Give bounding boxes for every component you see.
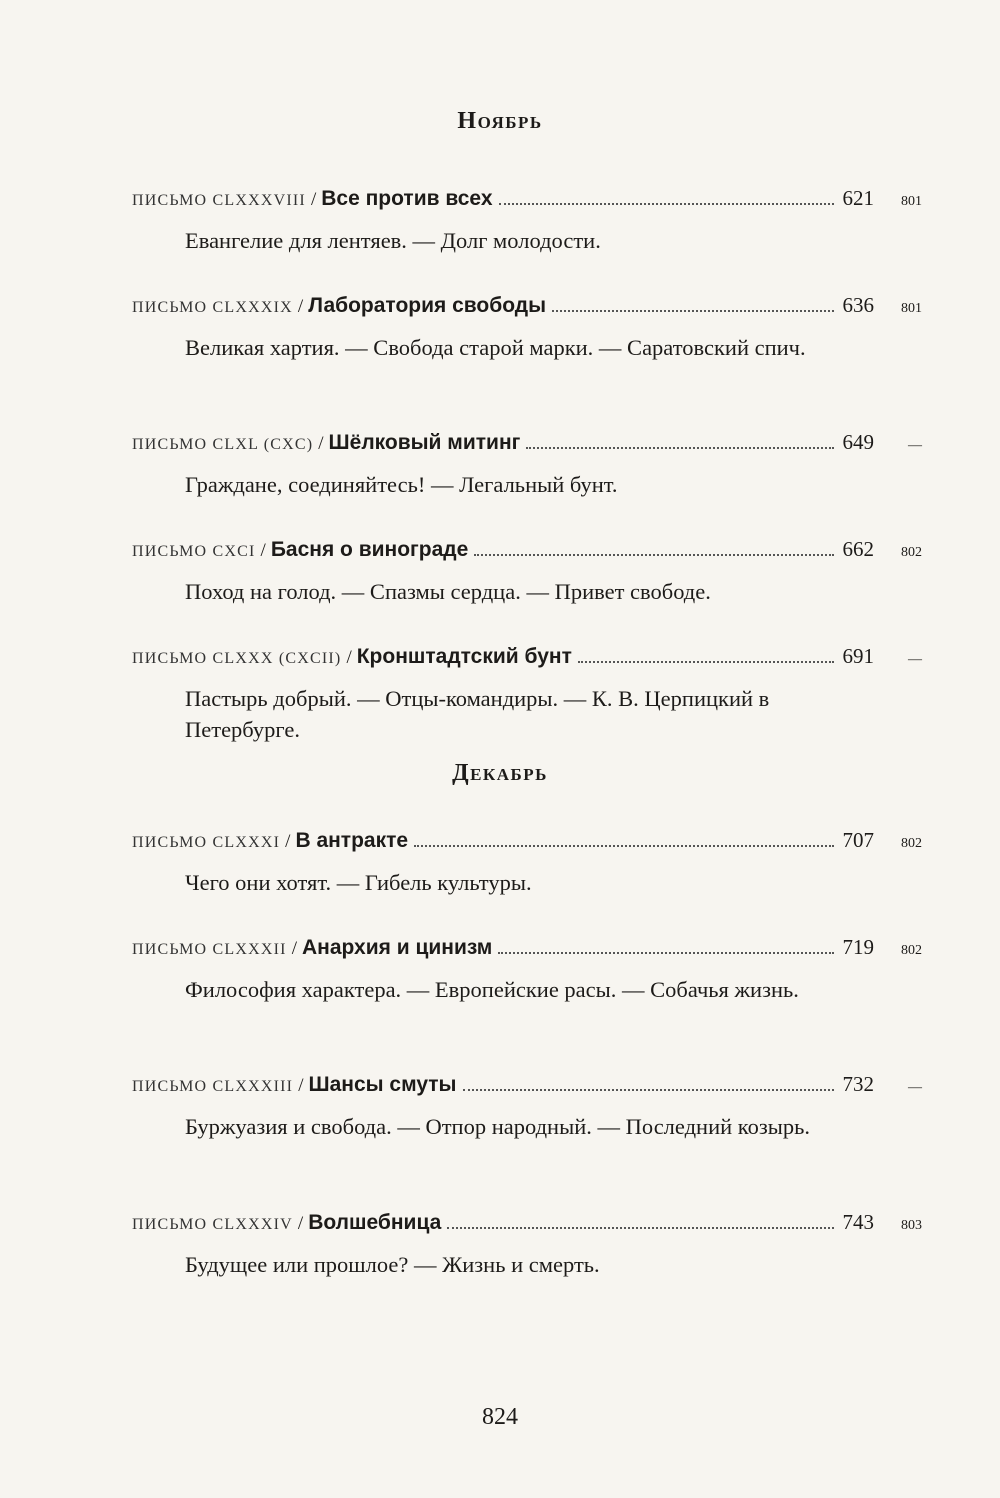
letter-number: ПИСЬМО CLXXXII [132, 941, 287, 958]
note-page-number: 801 [901, 194, 922, 209]
dot-leader [414, 844, 834, 847]
page-number: 719 [842, 935, 874, 959]
page-number: 743 [842, 1210, 874, 1234]
dot-leader [498, 951, 834, 954]
letter-summary: Великая хартия. — Свобода старой марки. — Саратовский спич. [185, 335, 806, 360]
dot-leader [499, 202, 834, 205]
letter-number: ПИСЬМО CLXXXIV [132, 1216, 293, 1233]
letter-number: ПИСЬМО CLXXXIX [132, 299, 293, 316]
letter-number: ПИСЬМО CLXXXI [132, 834, 281, 851]
dot-leader [552, 309, 834, 312]
note-page-number: 802 [901, 545, 922, 560]
toc-entry [132, 1210, 922, 1280]
letter-summary: Евангелие для лентяев. — Долг молодости. [185, 228, 601, 253]
toc-entry [132, 186, 922, 256]
dot-leader [474, 553, 834, 556]
toc-entry-heading [132, 1072, 922, 1097]
page-number: 662 [842, 537, 874, 561]
toc-entry [132, 828, 922, 898]
letter-number: ПИСЬМО CLXXXIII [132, 1078, 294, 1095]
toc-entry [132, 537, 922, 607]
note-page-number: 801 [901, 301, 922, 316]
separator-slash: / [310, 189, 317, 210]
dot-leader [526, 446, 834, 449]
letter-title: Кронштадтский бунт [356, 645, 572, 668]
letter-title: Волшебница [308, 1211, 442, 1234]
page-folio-number: 824 [482, 1404, 518, 1430]
toc-entry-heading [132, 828, 922, 853]
separator-slash: / [297, 296, 304, 317]
section-heading-november: Ноябрь [457, 108, 543, 134]
dot-leader [463, 1088, 835, 1091]
letter-title: Лаборатория свободы [308, 294, 547, 317]
toc-entry [132, 935, 922, 1005]
letter-title: Шёлковый митинг [328, 431, 521, 454]
letter-title: В антракте [295, 829, 409, 852]
separator-slash: / [285, 831, 291, 852]
note-page-number: 802 [901, 836, 922, 851]
page-number: 621 [842, 186, 874, 210]
toc-entry-heading [132, 537, 922, 562]
letter-number: ПИСЬМО CLXL (CXC) [132, 436, 314, 453]
page-number: 649 [842, 430, 874, 454]
page-number: 732 [842, 1072, 874, 1096]
note-page-number: 803 [901, 1218, 922, 1233]
toc-entry [132, 644, 922, 745]
separator-slash: / [346, 647, 352, 668]
section-heading-december: Декабрь [452, 760, 548, 786]
letter-summary: Будущее или прошлое? — Жизнь и смерть. [185, 1252, 600, 1277]
page-number: 707 [842, 828, 874, 852]
toc-entry [132, 293, 922, 363]
toc-entry-heading [132, 430, 922, 455]
toc-entry-heading [132, 644, 922, 669]
letter-number: ПИСЬМО CLXXXVIII [132, 192, 306, 209]
letter-summary: Буржуазия и свобода. — Отпор народный. — Последний козырь. [185, 1114, 810, 1139]
page-number: 691 [842, 644, 874, 668]
dot-leader [578, 660, 834, 663]
separator-slash: / [297, 1213, 304, 1234]
note-page-number: — [908, 1080, 922, 1095]
note-page-number: — [908, 438, 922, 453]
toc-entry-heading [132, 1210, 922, 1235]
letter-title: Анархия и цинизм [301, 936, 493, 959]
toc-entry-heading [132, 293, 922, 318]
toc-entry-heading [132, 186, 922, 211]
toc-entry-heading [132, 935, 922, 960]
letter-summary: Пастырь добрый. — Отцы-командиры. — К. В. Церпицкий в Петербурге. [185, 686, 770, 742]
note-page-number: — [908, 652, 922, 667]
letter-number: ПИСЬМО CLXXX (CXCII) [132, 650, 342, 667]
letter-number: ПИСЬМО CXCI [132, 543, 256, 560]
separator-slash: / [318, 433, 324, 454]
separator-slash: / [291, 938, 297, 959]
toc-entry [132, 1072, 922, 1142]
letter-title: Все против всех [321, 187, 493, 210]
separator-slash: / [298, 1075, 304, 1096]
page-number: 636 [842, 293, 874, 317]
dot-leader [447, 1226, 834, 1229]
letter-title: Шансы смуты [308, 1073, 457, 1096]
letter-summary: Философия характера. — Европейские расы. — Собачья жизнь. [185, 977, 799, 1002]
letter-summary: Поход на голод. — Спазмы сердца. — Привет свободе. [185, 579, 711, 604]
separator-slash: / [260, 540, 266, 561]
letter-summary: Чего они хотят. — Гибель культуры. [185, 870, 532, 895]
note-page-number: 802 [901, 943, 922, 958]
letter-title: Басня о винограде [270, 538, 469, 561]
toc-entry [132, 430, 922, 500]
letter-summary: Граждане, соединяйтесь! — Легальный бунт. [185, 472, 618, 497]
